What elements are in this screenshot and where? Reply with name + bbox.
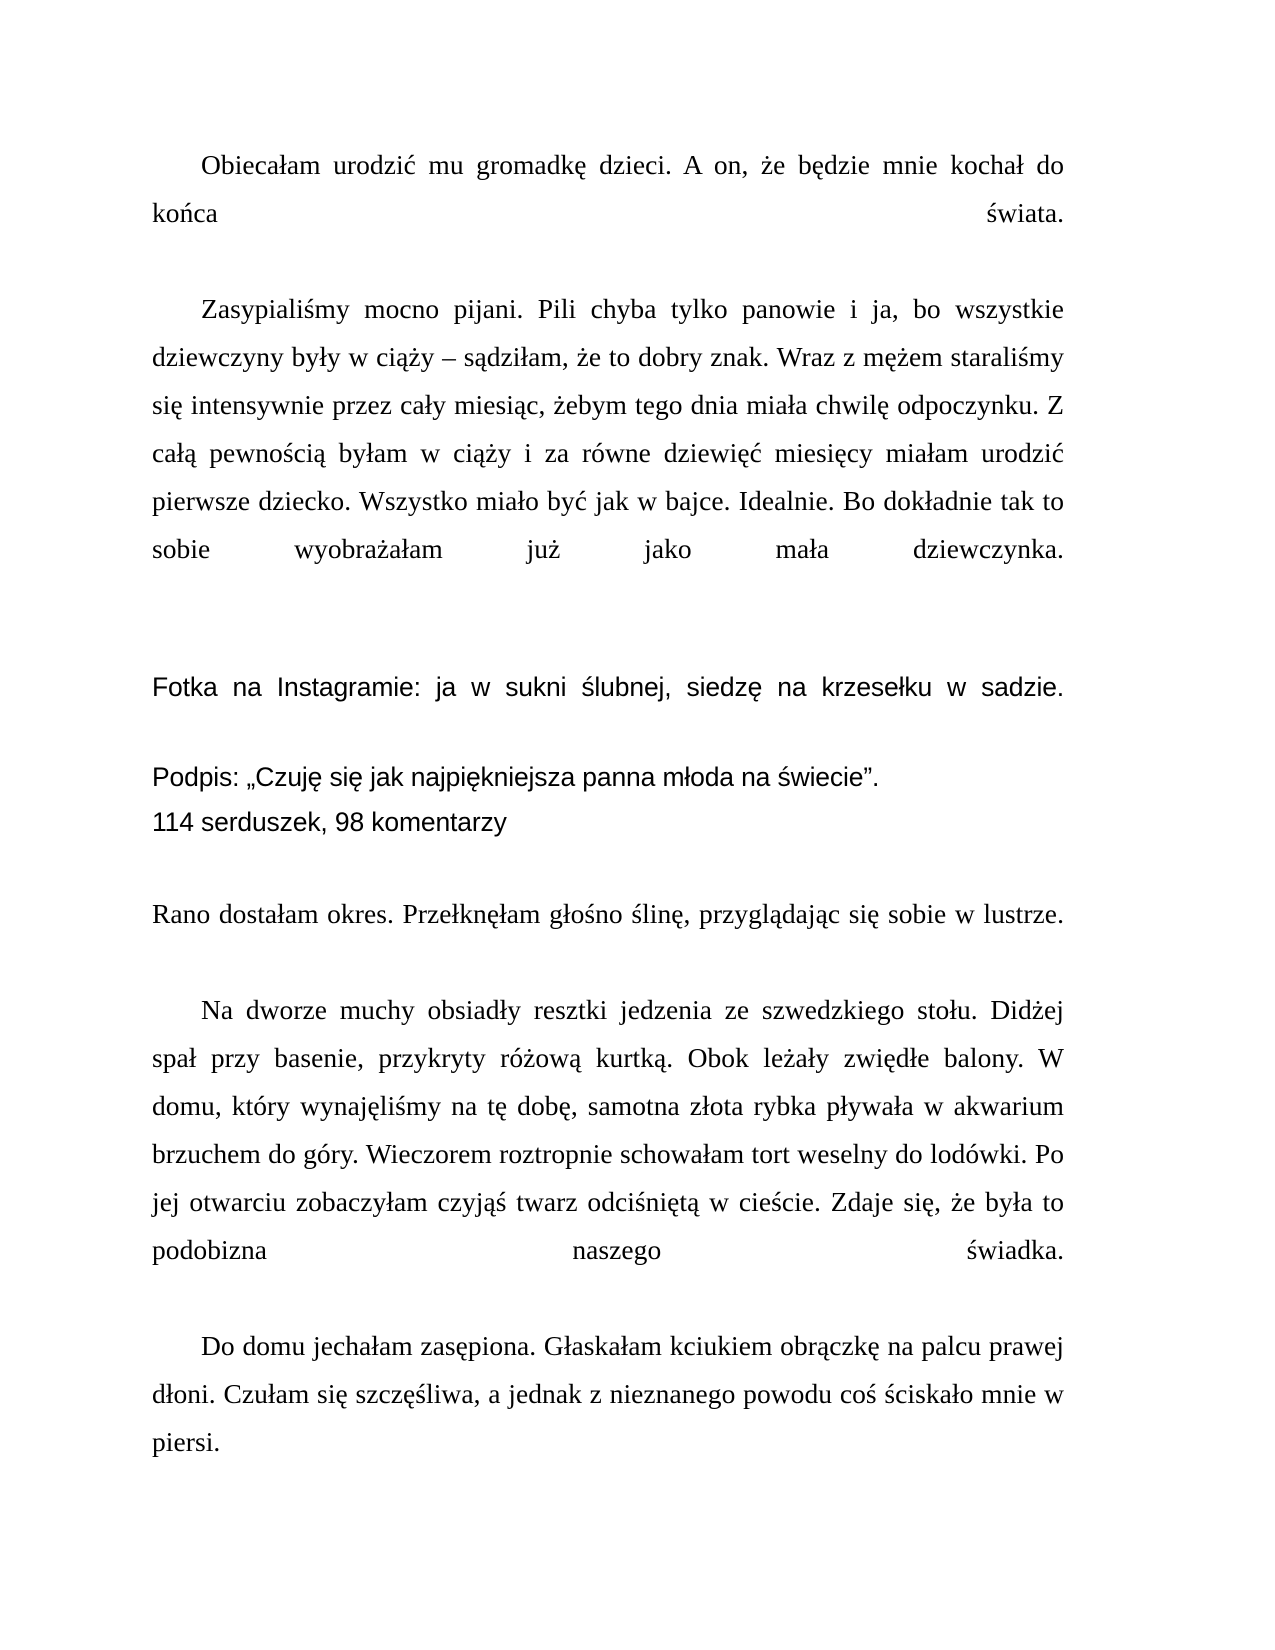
- social-photo-description: Fotka na Instagramie: ja w sukni ślubnej, siedzę na krzesełku w sadzie.: [152, 672, 1064, 702]
- paragraph-drive-home: Do domu jechałam zasępiona. Głaskałam kciukiem obrączkę na palcu prawej dłoni. Czułam się szczęśliwa, a jednak z nieznanego powodu coś ściskało mnie w piersi.: [152, 1330, 1064, 1457]
- block-spacer-before-social: [152, 621, 1064, 665]
- social-engagement-counts: 114 serduszek, 98 komentarzy: [152, 807, 507, 837]
- paragraph-wedding-night: Zasypialiśmy mocno pijani. Pili chyba tylko panowie i ja, bo wszystkie dziewczyny były w ciąży – sądziłam, że to dobry znak. Wraz z mężem staraliśmy się intensywnie przez cały miesiąc, żebym tego dnia miała chwilę odpoczynku. Z całą pewnością byłam w ciąży i za równe dziewięć miesięcy miałam urodzić pierwsze dziecko. Wszystko miało być jak w bajce. Idealnie. Bo dokładnie tak to sobie wyobrażałam już jako mała dziewczynka.: [152, 293, 1064, 564]
- paragraph-aftermath-outside: Na dworze muchy obsiadły resztki jedzenia ze szwedzkiego stołu. Didżej spał przy basenie, przykryty różową kurtką. Obok leżały zwiędłe balony. W domu, który wynajęliśmy na tę dobę, samotna złota rybka pływała w akwarium brzuchem do góry. Wieczorem roztropnie schowałam tort weselny do lodówki. Po jej otwarciu zobaczyłam czyjąś twarz odciśniętą w cieście. Zdaje się, że była to podobizna naszego świadka.: [152, 994, 1064, 1265]
- social-post-block: [152, 665, 1064, 845]
- paragraph-morning-period: Rano dostałam okres. Przełknęłam głośno ślinę, przyglądając się sobie w lustrze.: [152, 898, 1064, 929]
- social-caption: Podpis: „Czuję się jak najpiękniejsza panna młoda na świecie”.: [152, 762, 880, 792]
- block-spacer-after-social: [152, 845, 1064, 890]
- paragraph-promise: Obiecałam urodzić mu gromadkę dzieci. A on, że będzie mnie kochał do końca świata.: [152, 149, 1064, 228]
- text-column: [152, 141, 1064, 1466]
